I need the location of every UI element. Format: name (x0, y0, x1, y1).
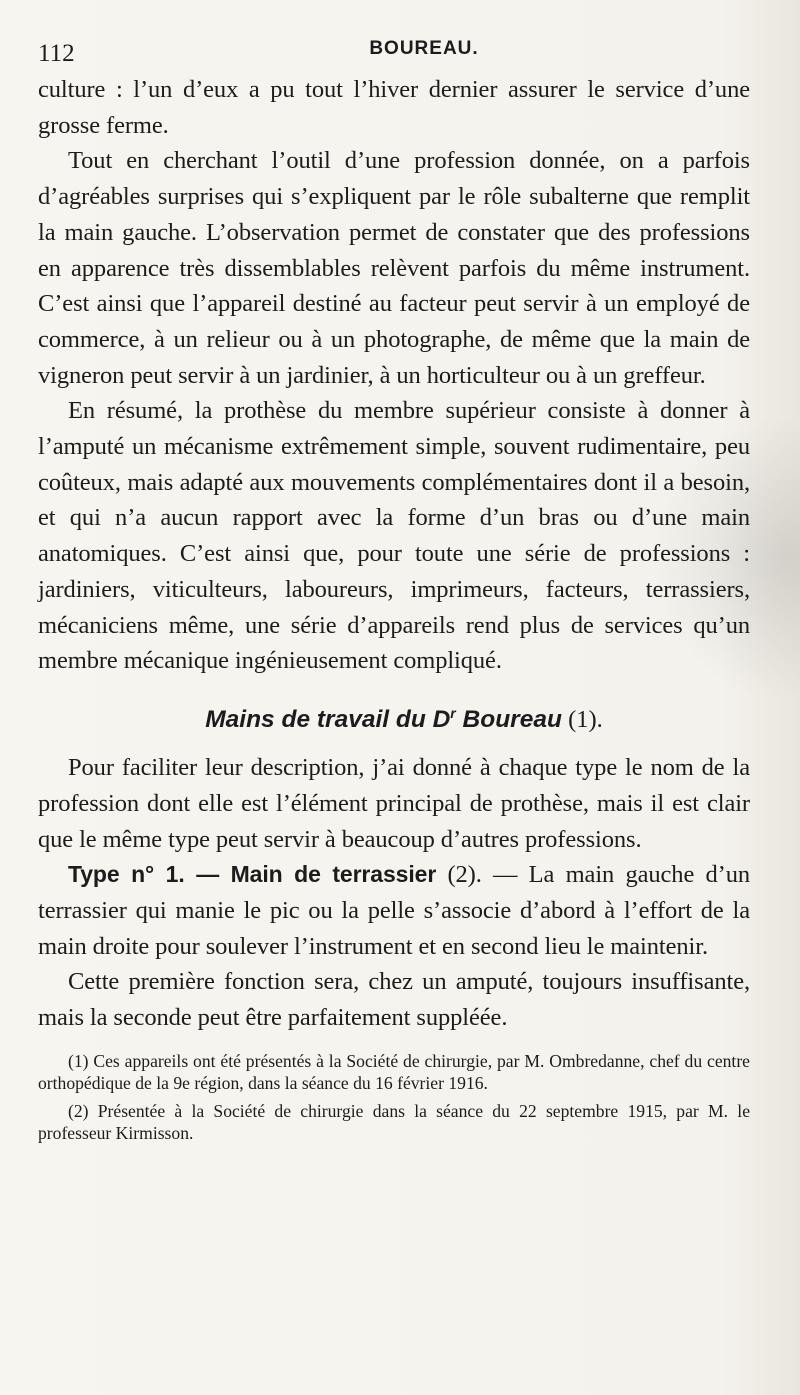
type-1-ref: (2). (436, 861, 482, 889)
section-title-main: Mains de travail du D (205, 706, 451, 734)
type-1-label: Type n° 1. — Main de terrassier (68, 861, 437, 888)
running-head: BOUREAU. (369, 38, 479, 59)
footnote-1: (1) Ces appareils ont été présentés à la Société de chirurgie, par M. Ombredanne, chef du centre orthopédique de la 9e région, dans la séance du 16 février 1916. (38, 1050, 750, 1093)
section-title-sup: r (450, 704, 456, 721)
page-header (38, 30, 750, 67)
section-title (38, 695, 750, 738)
paragraph-summary: En résumé, la prothèse du membre supérieur consiste à donner à l’amputé un mécanisme extrêmement simple, souvent rudimentaire, peu coûteux, mais adapté aux mouvements complémentaires dont il a besoin, et qui n’a aucun rapport avec la forme d’un bras ou d’une main anatomiques. C’est ainsi que, pour toute une série de professions : jardiniers, viticulteurs, laboureurs, imprimeurs, facteurs, terrassiers, mécaniciens même, une série d’appareils rend plus de services qu’un membre mécanique ingénieusement compliqué. (38, 397, 750, 675)
footnote-2: (2) Présentée à la Société de chirurgie dans la séance du 22 septembre 1915, par M. le professeur Kirmisson. (38, 1100, 750, 1143)
paragraph-continuation: culture : l’un d’eux a pu tout l’hiver dernier assurer le service d’une grosse ferme. (38, 76, 750, 139)
paragraph-intro: Pour faciliter leur description, j’ai donné à chaque type le nom de la profession dont elle est l’élément principal de prothèse, mais il est clair que le même type peut servir à beaucoup d’autres professions. (38, 754, 750, 853)
paragraph-tools: Tout en cherchant l’outil d’une profession donnée, on a parfois d’agréables surprises qui s’expliquent par le rôle subalterne que remplit la main gauche. L’observation permet de constater que des professions en apparence très dissemblables relèvent parfois du même instrument. C’est ainsi que l’appareil destiné au facteur peut servir à un employé de commerce, à un relieur ou à un photographe, de même que la main de vigneron peut servir à un jardinier, à un horticulteur ou à un greffeur. (38, 147, 750, 389)
paragraph-last: Cette première fonction sera, chez un amputé, toujours insuffisante, mais la seconde peut être parfaitement suppléée. (38, 968, 750, 1032)
section-title-ref: (1). (561, 706, 603, 734)
page-number: 112 (38, 40, 75, 67)
footnotes (38, 1050, 750, 1144)
type-1-text: — La main gauche d’un terrassier qui manie le pic ou la pelle s’associe d’abord à l’effort de la main droite pour soulever l’instrument et en second lieu le maintenir. (38, 861, 750, 960)
section-title-name: Boureau (455, 706, 562, 734)
paragraph-type-1 (38, 857, 750, 964)
